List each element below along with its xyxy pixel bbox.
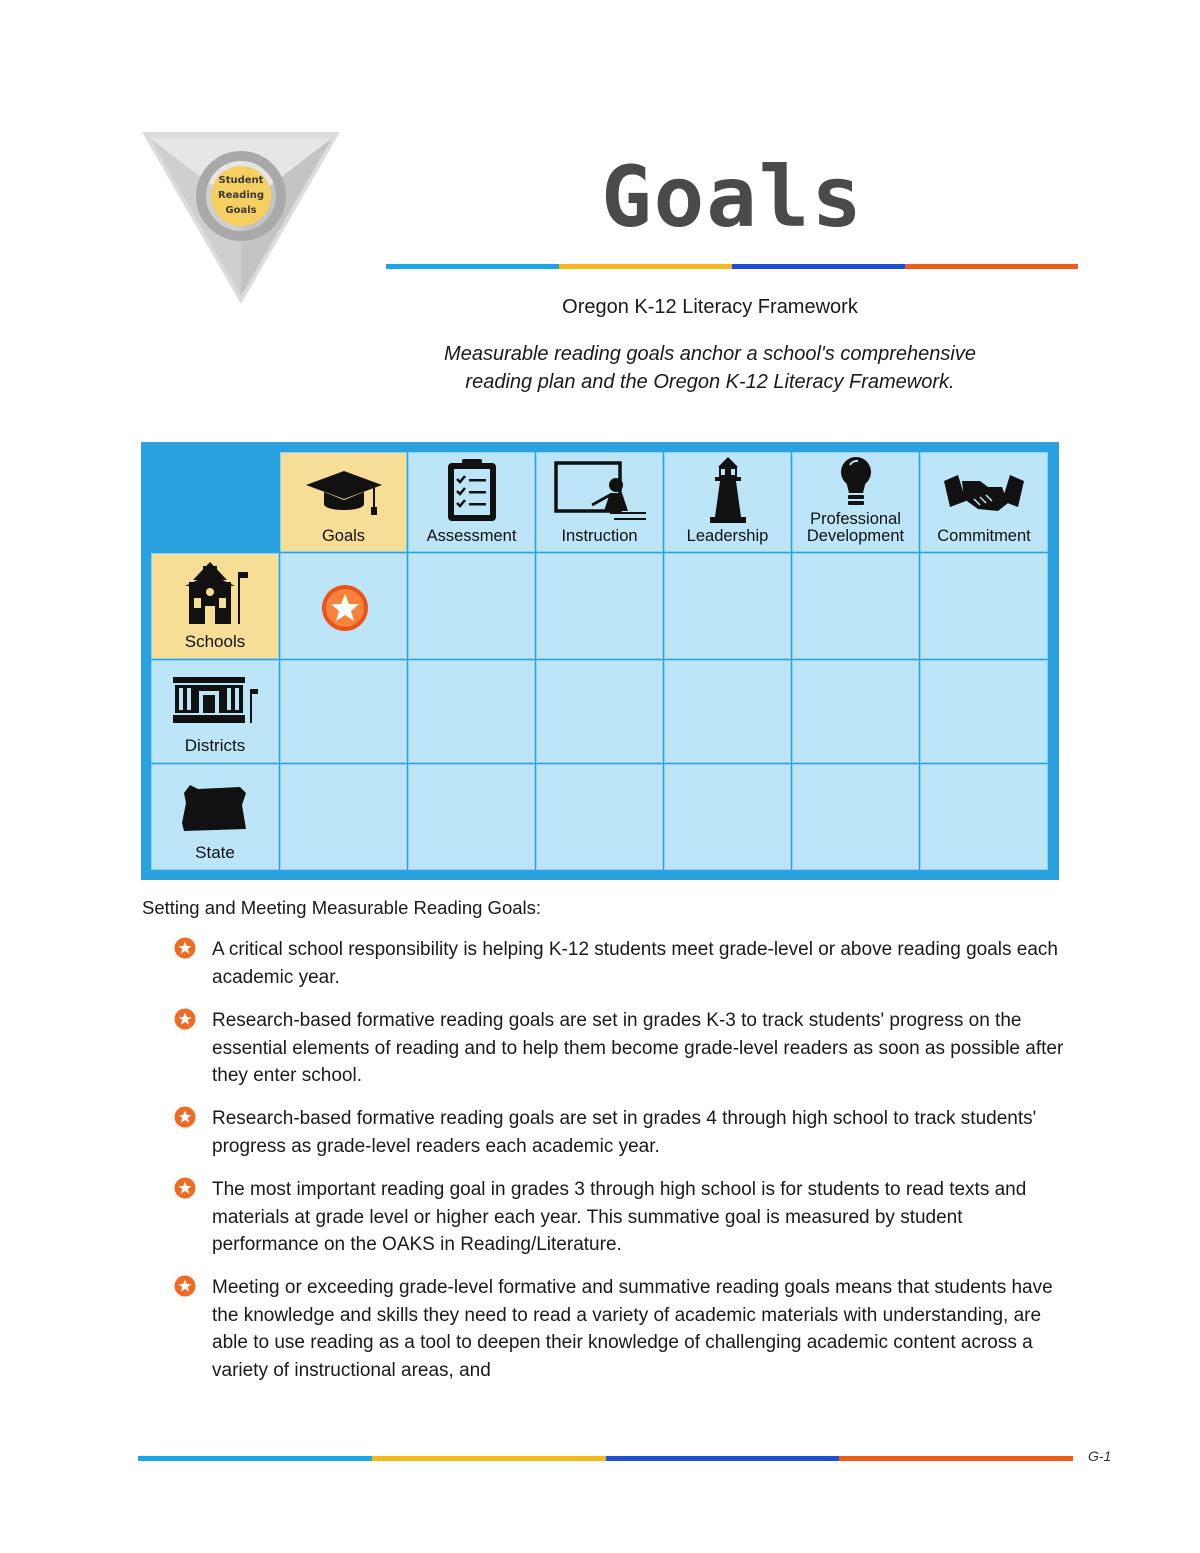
column-header-leadership [664,452,791,552]
tagline [385,340,1035,396]
oregon-map-icon [180,783,250,833]
column-label: Professional Development [806,510,905,545]
star-bullet-icon [174,1008,196,1030]
cell-schools-professional-development [792,553,919,659]
framework-matrix [141,442,1059,880]
bullet-text: Research-based formative reading goals are set in grades K-3 to track students' progress on the essential elements of reading and to help them become grade-level readers as soon as possible after they enter school. [212,1010,1064,1086]
tagline-line-1: Measurable reading goals anchor a school's comprehensive [444,343,976,365]
row-label: Districts [184,736,246,755]
star-bullet-icon [174,1177,196,1199]
column-label: Instruction [561,527,638,545]
column-header-commitment [920,452,1048,552]
teacher-board-icon [552,461,648,523]
cell-state-commitment [920,764,1048,870]
star-bullet-icon [174,1106,196,1128]
column-label: Assessment [426,527,517,545]
bullet-text: A critical school responsibility is helping K-12 students meet grade-level or above reading goals each academic year. [212,939,1058,988]
cell-state-professional-development [792,764,919,870]
column-header-goals [280,452,407,552]
graduation-cap-icon [304,467,384,519]
section-heading: Setting and Meeting Measurable Reading Goals: [142,897,542,918]
column-label: Leadership [686,527,769,545]
cell-schools-leadership [664,553,791,659]
column-header-instruction [536,452,663,552]
row-header-state [151,764,279,870]
column-header-assessment [408,452,535,552]
clipboard-checklist-icon [444,457,500,523]
row-label: State [195,843,235,862]
column-label: Goals [321,527,366,545]
row-header-districts [151,660,279,763]
schoolhouse-icon [179,560,251,626]
district-building-icon [171,675,259,725]
footer-color-bar [138,1456,1073,1461]
cell-districts-assessment [408,660,535,763]
page-number: G-1 [1088,1448,1112,1464]
tagline-line-2: reading plan and the Oregon K-12 Literacy Framework. [465,371,955,393]
cell-schools-goals [280,553,407,659]
bullet-item [174,936,1074,991]
cell-districts-goals [280,660,407,763]
cell-schools-assessment [408,553,535,659]
cell-state-leadership [664,764,791,870]
cell-state-instruction [536,764,663,870]
star-bullet-icon [174,937,196,959]
cell-districts-commitment [920,660,1048,763]
lighthouse-icon [708,455,748,525]
column-label: Commitment [937,527,1031,545]
cell-districts-instruction [536,660,663,763]
bullet-item [174,1007,1074,1090]
star-badge-icon [321,584,369,632]
bullet-text: The most important reading goal in grades 3 through high school is for students to read texts and materials at grade level or higher each year. This summative goal is measured by student performance on the OAKS in Reading/Literature. [212,1179,1027,1255]
column-header-professional-development [792,452,919,552]
bullet-item [174,1274,1074,1384]
logo-line-3: Goals [225,205,257,216]
title-color-bar [386,264,1078,269]
page-title: Goals [601,148,864,246]
row-label: Schools [184,632,246,651]
cell-state-assessment [408,764,535,870]
cell-schools-instruction [536,553,663,659]
lightbulb-icon [836,455,876,509]
star-bullet-icon [174,1275,196,1297]
cell-state-goals [280,764,407,870]
bullet-text: Meeting or exceeding grade-level formative and summative reading goals means that students have the knowledge and skills they need to read a variety of academic materials with understanding, are able to use reading as a tool to deepen their knowledge of challenging academic content across a variety of instructional areas, and [212,1277,1053,1381]
subtitle: Oregon K-12 Literacy Framework [562,296,858,318]
framework-logo [140,128,342,306]
bullet-item [174,1176,1074,1259]
logo-line-1: Student [218,175,264,186]
cell-districts-professional-development [792,660,919,763]
handshake-icon [944,471,1024,517]
logo-line-2: Reading [217,190,265,201]
bullet-item [174,1105,1074,1160]
row-header-schools [151,553,279,659]
cell-schools-commitment [920,553,1048,659]
bullet-text: Research-based formative reading goals are set in grades 4 through high school to track students' progress as grade-level readers each academic year. [212,1108,1037,1157]
cell-districts-leadership [664,660,791,763]
